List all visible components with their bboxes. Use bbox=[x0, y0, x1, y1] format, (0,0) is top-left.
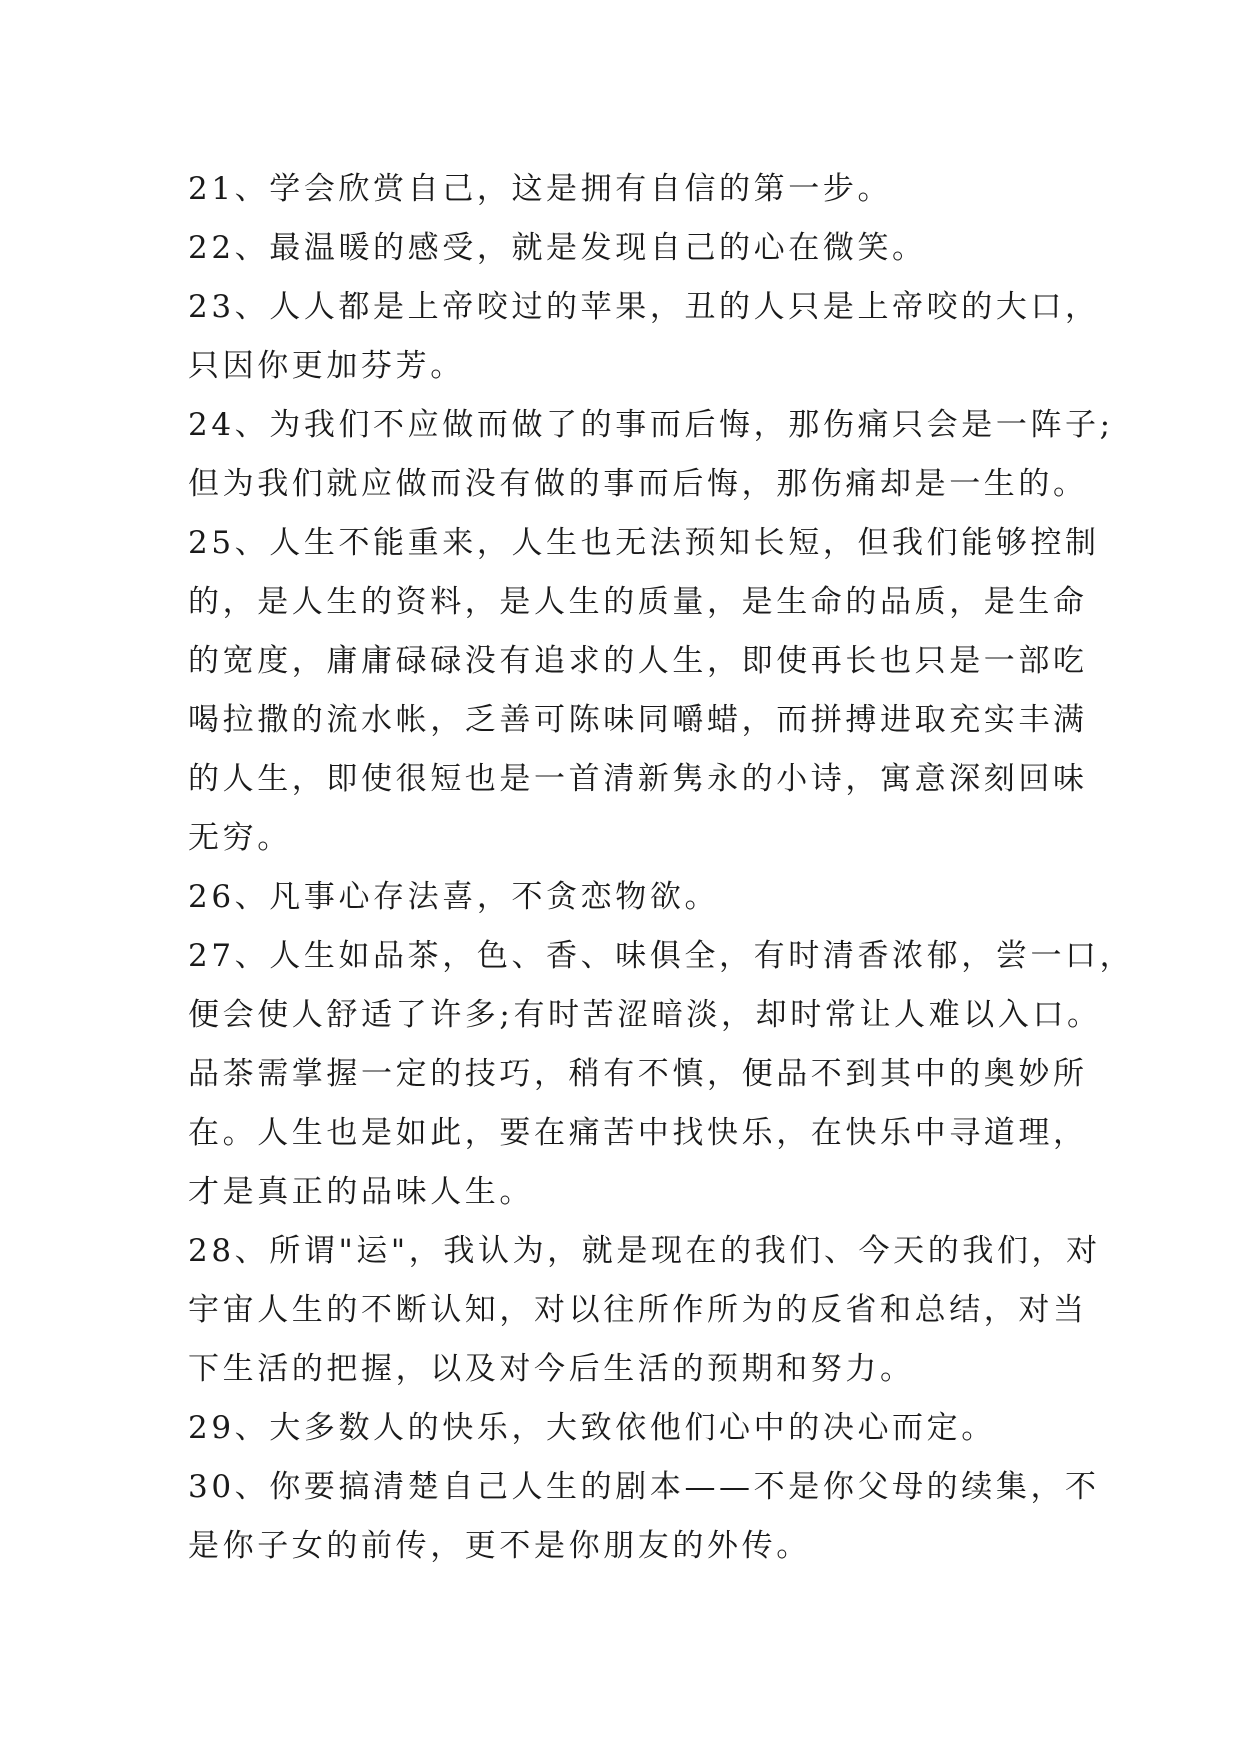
text-line: 但为我们就应做而没有做的事而后悔，那伤痛却是一生的。 bbox=[188, 466, 1088, 502]
text-line: 25、人生不能重来，人生也无法预知长短，但我们能够控制 bbox=[188, 525, 1100, 561]
text-line: 便会使人舒适了许多;有时苦涩暗淡，却时常让人难以入口。 bbox=[188, 997, 1102, 1033]
text-line: 在。人生也是如此，要在痛苦中找快乐，在快乐中寻道理， bbox=[188, 1115, 1088, 1151]
text-line: 29、大多数人的快乐，大致依他们心中的决心而定。 bbox=[188, 1410, 996, 1446]
text-line: 24、为我们不应做而做了的事而后悔，那伤痛只会是一阵子; bbox=[188, 407, 1114, 443]
text-line: 23、人人都是上帝咬过的苹果，丑的人只是上帝咬的大口， bbox=[188, 289, 1100, 325]
text-line: 宇宙人生的不断认知，对以往所作所为的反省和总结，对当 bbox=[188, 1292, 1088, 1328]
text-line: 只因你更加芬芳。 bbox=[188, 348, 465, 384]
text-line: 的，是人生的资料，是人生的质量，是生命的品质，是生命 bbox=[188, 584, 1088, 620]
text-line: 无穷。 bbox=[188, 820, 292, 856]
text-line: 是你子女的前传，更不是你朋友的外传。 bbox=[188, 1528, 811, 1564]
document-body bbox=[188, 160, 1135, 1576]
text-line: 27、人生如品茶，色、香、味俱全，有时清香浓郁，尝一口， bbox=[188, 938, 1135, 974]
text-line: 21、学会欣赏自己，这是拥有自信的第一步。 bbox=[188, 171, 893, 207]
text-line: 28、所谓"运"，我认为，就是现在的我们、今天的我们，对 bbox=[188, 1233, 1101, 1269]
text-line: 的人生，即使很短也是一首清新隽永的小诗，寓意深刻回味 bbox=[188, 761, 1088, 797]
text-line: 的宽度，庸庸碌碌没有追求的人生，即使再长也只是一部吃 bbox=[188, 643, 1088, 679]
text-line: 30、你要搞清楚自己人生的剧本——不是你父母的续集，不 bbox=[188, 1469, 1100, 1505]
text-line: 22、最温暖的感受，就是发现自己的心在微笑。 bbox=[188, 230, 927, 266]
text-line: 喝拉撒的流水帐，乏善可陈味同嚼蜡，而拼搏进取充实丰满 bbox=[188, 702, 1088, 738]
text-line: 下生活的把握，以及对今后生活的预期和努力。 bbox=[188, 1351, 915, 1387]
text-line: 才是真正的品味人生。 bbox=[188, 1174, 534, 1210]
text-line: 26、凡事心存法喜，不贪恋物欲。 bbox=[188, 879, 720, 915]
text-line: 品茶需掌握一定的技巧，稍有不慎，便品不到其中的奥妙所 bbox=[188, 1056, 1088, 1092]
